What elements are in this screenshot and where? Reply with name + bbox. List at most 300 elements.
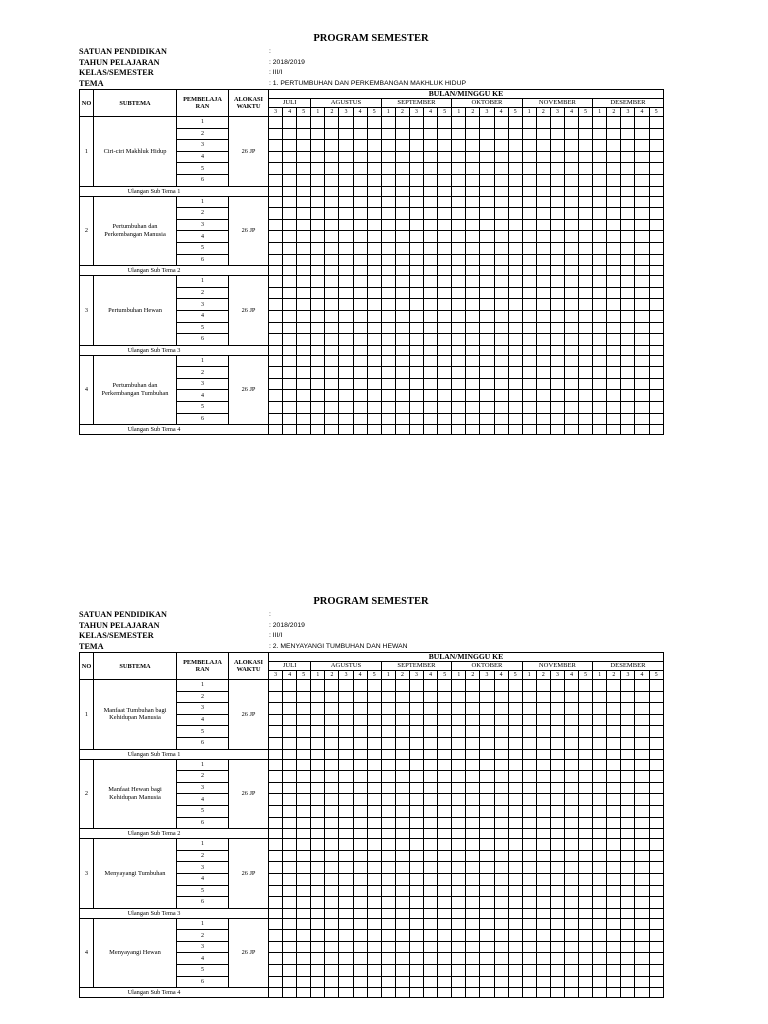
week-cell[interactable] bbox=[607, 976, 621, 988]
week-cell[interactable] bbox=[325, 310, 339, 322]
week-cell[interactable] bbox=[269, 897, 283, 909]
week-cell[interactable] bbox=[480, 782, 494, 794]
week-cell[interactable] bbox=[593, 425, 607, 435]
week-cell[interactable] bbox=[635, 805, 649, 817]
week-cell[interactable] bbox=[409, 988, 423, 998]
week-cell[interactable] bbox=[297, 714, 311, 726]
week-cell[interactable] bbox=[522, 908, 536, 918]
week-cell[interactable] bbox=[381, 930, 395, 942]
week-cell[interactable] bbox=[339, 254, 353, 266]
week-cell[interactable] bbox=[297, 771, 311, 783]
week-cell[interactable] bbox=[311, 680, 325, 692]
week-cell[interactable] bbox=[339, 918, 353, 930]
week-cell[interactable] bbox=[579, 140, 593, 152]
week-cell[interactable] bbox=[649, 140, 663, 152]
week-cell[interactable] bbox=[339, 976, 353, 988]
week-cell[interactable] bbox=[283, 839, 297, 851]
week-cell[interactable] bbox=[409, 976, 423, 988]
week-cell[interactable] bbox=[269, 208, 283, 220]
week-cell[interactable] bbox=[297, 918, 311, 930]
week-cell[interactable] bbox=[536, 299, 550, 311]
week-cell[interactable] bbox=[297, 873, 311, 885]
week-cell[interactable] bbox=[649, 219, 663, 231]
week-cell[interactable] bbox=[325, 782, 339, 794]
week-cell[interactable] bbox=[550, 737, 564, 749]
week-cell[interactable] bbox=[452, 345, 466, 355]
week-cell[interactable] bbox=[269, 163, 283, 175]
week-cell[interactable] bbox=[522, 839, 536, 851]
week-cell[interactable] bbox=[579, 703, 593, 715]
week-cell[interactable] bbox=[283, 345, 297, 355]
week-cell[interactable] bbox=[466, 829, 480, 839]
week-cell[interactable] bbox=[564, 276, 578, 288]
week-cell[interactable] bbox=[621, 691, 635, 703]
week-cell[interactable] bbox=[381, 322, 395, 334]
week-cell[interactable] bbox=[593, 266, 607, 276]
week-cell[interactable] bbox=[409, 873, 423, 885]
week-cell[interactable] bbox=[593, 850, 607, 862]
week-cell[interactable] bbox=[381, 254, 395, 266]
week-cell[interactable] bbox=[395, 829, 409, 839]
week-cell[interactable] bbox=[635, 140, 649, 152]
week-cell[interactable] bbox=[621, 749, 635, 759]
week-cell[interactable] bbox=[564, 367, 578, 379]
week-cell[interactable] bbox=[438, 759, 452, 771]
week-cell[interactable] bbox=[269, 196, 283, 208]
week-cell[interactable] bbox=[579, 988, 593, 998]
week-cell[interactable] bbox=[536, 355, 550, 367]
week-cell[interactable] bbox=[353, 128, 367, 140]
week-cell[interactable] bbox=[564, 850, 578, 862]
week-cell[interactable] bbox=[297, 186, 311, 196]
week-cell[interactable] bbox=[269, 839, 283, 851]
week-cell[interactable] bbox=[508, 817, 522, 829]
week-cell[interactable] bbox=[480, 322, 494, 334]
week-cell[interactable] bbox=[409, 862, 423, 874]
week-cell[interactable] bbox=[536, 186, 550, 196]
week-cell[interactable] bbox=[466, 918, 480, 930]
week-cell[interactable] bbox=[536, 334, 550, 346]
week-cell[interactable] bbox=[466, 117, 480, 129]
week-cell[interactable] bbox=[480, 749, 494, 759]
week-cell[interactable] bbox=[283, 322, 297, 334]
week-cell[interactable] bbox=[311, 759, 325, 771]
week-cell[interactable] bbox=[593, 140, 607, 152]
week-cell[interactable] bbox=[438, 186, 452, 196]
week-cell[interactable] bbox=[466, 334, 480, 346]
week-cell[interactable] bbox=[381, 334, 395, 346]
week-cell[interactable] bbox=[466, 196, 480, 208]
week-cell[interactable] bbox=[381, 186, 395, 196]
week-cell[interactable] bbox=[579, 402, 593, 414]
week-cell[interactable] bbox=[381, 231, 395, 243]
week-cell[interactable] bbox=[607, 140, 621, 152]
week-cell[interactable] bbox=[607, 219, 621, 231]
week-cell[interactable] bbox=[325, 140, 339, 152]
week-cell[interactable] bbox=[649, 231, 663, 243]
week-cell[interactable] bbox=[381, 140, 395, 152]
week-cell[interactable] bbox=[269, 930, 283, 942]
week-cell[interactable] bbox=[649, 873, 663, 885]
week-cell[interactable] bbox=[550, 355, 564, 367]
week-cell[interactable] bbox=[550, 163, 564, 175]
week-cell[interactable] bbox=[579, 691, 593, 703]
week-cell[interactable] bbox=[452, 714, 466, 726]
week-cell[interactable] bbox=[353, 322, 367, 334]
week-cell[interactable] bbox=[621, 759, 635, 771]
week-cell[interactable] bbox=[621, 355, 635, 367]
week-cell[interactable] bbox=[367, 976, 381, 988]
week-cell[interactable] bbox=[367, 276, 381, 288]
week-cell[interactable] bbox=[424, 402, 438, 414]
week-cell[interactable] bbox=[550, 140, 564, 152]
week-cell[interactable] bbox=[381, 378, 395, 390]
week-cell[interactable] bbox=[452, 208, 466, 220]
week-cell[interactable] bbox=[480, 219, 494, 231]
week-cell[interactable] bbox=[339, 771, 353, 783]
week-cell[interactable] bbox=[593, 299, 607, 311]
week-cell[interactable] bbox=[579, 287, 593, 299]
week-cell[interactable] bbox=[593, 219, 607, 231]
week-cell[interactable] bbox=[353, 140, 367, 152]
week-cell[interactable] bbox=[579, 219, 593, 231]
week-cell[interactable] bbox=[607, 276, 621, 288]
week-cell[interactable] bbox=[508, 219, 522, 231]
week-cell[interactable] bbox=[367, 345, 381, 355]
week-cell[interactable] bbox=[649, 805, 663, 817]
week-cell[interactable] bbox=[564, 299, 578, 311]
week-cell[interactable] bbox=[325, 759, 339, 771]
week-cell[interactable] bbox=[579, 208, 593, 220]
week-cell[interactable] bbox=[438, 749, 452, 759]
week-cell[interactable] bbox=[536, 850, 550, 862]
week-cell[interactable] bbox=[452, 918, 466, 930]
week-cell[interactable] bbox=[409, 276, 423, 288]
week-cell[interactable] bbox=[395, 266, 409, 276]
week-cell[interactable] bbox=[297, 759, 311, 771]
week-cell[interactable] bbox=[452, 737, 466, 749]
week-cell[interactable] bbox=[353, 367, 367, 379]
week-cell[interactable] bbox=[367, 186, 381, 196]
week-cell[interactable] bbox=[564, 287, 578, 299]
week-cell[interactable] bbox=[550, 287, 564, 299]
week-cell[interactable] bbox=[269, 873, 283, 885]
week-cell[interactable] bbox=[607, 965, 621, 977]
week-cell[interactable] bbox=[579, 737, 593, 749]
week-cell[interactable] bbox=[508, 322, 522, 334]
week-cell[interactable] bbox=[353, 310, 367, 322]
week-cell[interactable] bbox=[508, 691, 522, 703]
week-cell[interactable] bbox=[536, 378, 550, 390]
week-cell[interactable] bbox=[325, 299, 339, 311]
week-cell[interactable] bbox=[367, 794, 381, 806]
week-cell[interactable] bbox=[564, 322, 578, 334]
week-cell[interactable] bbox=[438, 117, 452, 129]
week-cell[interactable] bbox=[536, 976, 550, 988]
week-cell[interactable] bbox=[452, 276, 466, 288]
week-cell[interactable] bbox=[480, 850, 494, 862]
week-cell[interactable] bbox=[395, 345, 409, 355]
week-cell[interactable] bbox=[381, 413, 395, 425]
week-cell[interactable] bbox=[536, 749, 550, 759]
week-cell[interactable] bbox=[649, 714, 663, 726]
week-cell[interactable] bbox=[607, 873, 621, 885]
week-cell[interactable] bbox=[297, 266, 311, 276]
week-cell[interactable] bbox=[297, 965, 311, 977]
week-cell[interactable] bbox=[621, 231, 635, 243]
week-cell[interactable] bbox=[522, 231, 536, 243]
week-cell[interactable] bbox=[649, 988, 663, 998]
week-cell[interactable] bbox=[409, 829, 423, 839]
week-cell[interactable] bbox=[395, 287, 409, 299]
week-cell[interactable] bbox=[325, 953, 339, 965]
week-cell[interactable] bbox=[649, 334, 663, 346]
week-cell[interactable] bbox=[649, 941, 663, 953]
week-cell[interactable] bbox=[367, 334, 381, 346]
week-cell[interactable] bbox=[325, 817, 339, 829]
week-cell[interactable] bbox=[339, 885, 353, 897]
week-cell[interactable] bbox=[466, 897, 480, 909]
week-cell[interactable] bbox=[536, 703, 550, 715]
week-cell[interactable] bbox=[283, 402, 297, 414]
week-cell[interactable] bbox=[649, 402, 663, 414]
week-cell[interactable] bbox=[381, 759, 395, 771]
week-cell[interactable] bbox=[550, 941, 564, 953]
week-cell[interactable] bbox=[593, 196, 607, 208]
week-cell[interactable] bbox=[621, 726, 635, 738]
week-cell[interactable] bbox=[438, 918, 452, 930]
week-cell[interactable] bbox=[424, 703, 438, 715]
week-cell[interactable] bbox=[522, 930, 536, 942]
week-cell[interactable] bbox=[607, 425, 621, 435]
week-cell[interactable] bbox=[395, 805, 409, 817]
week-cell[interactable] bbox=[438, 873, 452, 885]
week-cell[interactable] bbox=[536, 128, 550, 140]
week-cell[interactable] bbox=[311, 208, 325, 220]
week-cell[interactable] bbox=[339, 231, 353, 243]
week-cell[interactable] bbox=[452, 378, 466, 390]
week-cell[interactable] bbox=[508, 299, 522, 311]
week-cell[interactable] bbox=[424, 714, 438, 726]
week-cell[interactable] bbox=[424, 817, 438, 829]
week-cell[interactable] bbox=[635, 276, 649, 288]
week-cell[interactable] bbox=[607, 334, 621, 346]
week-cell[interactable] bbox=[480, 953, 494, 965]
week-cell[interactable] bbox=[466, 254, 480, 266]
week-cell[interactable] bbox=[564, 355, 578, 367]
week-cell[interactable] bbox=[593, 749, 607, 759]
week-cell[interactable] bbox=[325, 334, 339, 346]
week-cell[interactable] bbox=[579, 310, 593, 322]
week-cell[interactable] bbox=[649, 208, 663, 220]
week-cell[interactable] bbox=[269, 310, 283, 322]
week-cell[interactable] bbox=[367, 829, 381, 839]
week-cell[interactable] bbox=[297, 794, 311, 806]
week-cell[interactable] bbox=[508, 771, 522, 783]
week-cell[interactable] bbox=[593, 965, 607, 977]
week-cell[interactable] bbox=[621, 873, 635, 885]
week-cell[interactable] bbox=[494, 941, 508, 953]
week-cell[interactable] bbox=[381, 794, 395, 806]
week-cell[interactable] bbox=[480, 151, 494, 163]
week-cell[interactable] bbox=[480, 254, 494, 266]
week-cell[interactable] bbox=[283, 817, 297, 829]
week-cell[interactable] bbox=[550, 117, 564, 129]
week-cell[interactable] bbox=[607, 759, 621, 771]
week-cell[interactable] bbox=[536, 714, 550, 726]
week-cell[interactable] bbox=[564, 805, 578, 817]
week-cell[interactable] bbox=[353, 151, 367, 163]
week-cell[interactable] bbox=[649, 965, 663, 977]
week-cell[interactable] bbox=[536, 310, 550, 322]
week-cell[interactable] bbox=[353, 965, 367, 977]
week-cell[interactable] bbox=[325, 413, 339, 425]
week-cell[interactable] bbox=[579, 151, 593, 163]
week-cell[interactable] bbox=[438, 208, 452, 220]
week-cell[interactable] bbox=[635, 402, 649, 414]
week-cell[interactable] bbox=[480, 402, 494, 414]
week-cell[interactable] bbox=[395, 231, 409, 243]
week-cell[interactable] bbox=[438, 817, 452, 829]
week-cell[interactable] bbox=[325, 918, 339, 930]
week-cell[interactable] bbox=[593, 703, 607, 715]
week-cell[interactable] bbox=[536, 953, 550, 965]
week-cell[interactable] bbox=[438, 299, 452, 311]
week-cell[interactable] bbox=[621, 186, 635, 196]
week-cell[interactable] bbox=[381, 941, 395, 953]
week-cell[interactable] bbox=[283, 897, 297, 909]
week-cell[interactable] bbox=[395, 726, 409, 738]
week-cell[interactable] bbox=[297, 703, 311, 715]
week-cell[interactable] bbox=[579, 850, 593, 862]
week-cell[interactable] bbox=[550, 953, 564, 965]
week-cell[interactable] bbox=[635, 794, 649, 806]
week-cell[interactable] bbox=[593, 174, 607, 186]
week-cell[interactable] bbox=[649, 839, 663, 851]
week-cell[interactable] bbox=[621, 367, 635, 379]
week-cell[interactable] bbox=[311, 862, 325, 874]
week-cell[interactable] bbox=[297, 334, 311, 346]
week-cell[interactable] bbox=[649, 726, 663, 738]
week-cell[interactable] bbox=[550, 299, 564, 311]
week-cell[interactable] bbox=[395, 850, 409, 862]
week-cell[interactable] bbox=[339, 151, 353, 163]
week-cell[interactable] bbox=[409, 918, 423, 930]
week-cell[interactable] bbox=[550, 680, 564, 692]
week-cell[interactable] bbox=[424, 425, 438, 435]
week-cell[interactable] bbox=[269, 299, 283, 311]
week-cell[interactable] bbox=[269, 782, 283, 794]
week-cell[interactable] bbox=[395, 930, 409, 942]
week-cell[interactable] bbox=[409, 839, 423, 851]
week-cell[interactable] bbox=[550, 219, 564, 231]
week-cell[interactable] bbox=[522, 794, 536, 806]
week-cell[interactable] bbox=[311, 117, 325, 129]
week-cell[interactable] bbox=[536, 367, 550, 379]
week-cell[interactable] bbox=[579, 805, 593, 817]
week-cell[interactable] bbox=[635, 714, 649, 726]
week-cell[interactable] bbox=[409, 953, 423, 965]
week-cell[interactable] bbox=[283, 378, 297, 390]
week-cell[interactable] bbox=[579, 794, 593, 806]
week-cell[interactable] bbox=[607, 367, 621, 379]
week-cell[interactable] bbox=[325, 425, 339, 435]
week-cell[interactable] bbox=[353, 839, 367, 851]
week-cell[interactable] bbox=[522, 918, 536, 930]
week-cell[interactable] bbox=[466, 988, 480, 998]
week-cell[interactable] bbox=[339, 425, 353, 435]
week-cell[interactable] bbox=[325, 749, 339, 759]
week-cell[interactable] bbox=[480, 128, 494, 140]
week-cell[interactable] bbox=[283, 965, 297, 977]
week-cell[interactable] bbox=[409, 128, 423, 140]
week-cell[interactable] bbox=[579, 782, 593, 794]
week-cell[interactable] bbox=[409, 782, 423, 794]
week-cell[interactable] bbox=[325, 128, 339, 140]
week-cell[interactable] bbox=[367, 117, 381, 129]
week-cell[interactable] bbox=[452, 965, 466, 977]
week-cell[interactable] bbox=[621, 988, 635, 998]
week-cell[interactable] bbox=[339, 953, 353, 965]
week-cell[interactable] bbox=[635, 425, 649, 435]
week-cell[interactable] bbox=[508, 965, 522, 977]
week-cell[interactable] bbox=[635, 231, 649, 243]
week-cell[interactable] bbox=[325, 196, 339, 208]
week-cell[interactable] bbox=[269, 862, 283, 874]
week-cell[interactable] bbox=[339, 873, 353, 885]
week-cell[interactable] bbox=[438, 691, 452, 703]
week-cell[interactable] bbox=[283, 208, 297, 220]
week-cell[interactable] bbox=[494, 310, 508, 322]
week-cell[interactable] bbox=[579, 759, 593, 771]
week-cell[interactable] bbox=[536, 782, 550, 794]
week-cell[interactable] bbox=[621, 322, 635, 334]
week-cell[interactable] bbox=[297, 355, 311, 367]
week-cell[interactable] bbox=[381, 174, 395, 186]
week-cell[interactable] bbox=[283, 873, 297, 885]
week-cell[interactable] bbox=[424, 726, 438, 738]
week-cell[interactable] bbox=[438, 680, 452, 692]
week-cell[interactable] bbox=[508, 885, 522, 897]
week-cell[interactable] bbox=[494, 231, 508, 243]
week-cell[interactable] bbox=[269, 850, 283, 862]
week-cell[interactable] bbox=[424, 378, 438, 390]
week-cell[interactable] bbox=[649, 794, 663, 806]
week-cell[interactable] bbox=[550, 128, 564, 140]
week-cell[interactable] bbox=[508, 186, 522, 196]
week-cell[interactable] bbox=[409, 231, 423, 243]
week-cell[interactable] bbox=[339, 714, 353, 726]
week-cell[interactable] bbox=[508, 367, 522, 379]
week-cell[interactable] bbox=[325, 208, 339, 220]
week-cell[interactable] bbox=[297, 390, 311, 402]
week-cell[interactable] bbox=[297, 174, 311, 186]
week-cell[interactable] bbox=[269, 242, 283, 254]
week-cell[interactable] bbox=[269, 908, 283, 918]
week-cell[interactable] bbox=[494, 714, 508, 726]
week-cell[interactable] bbox=[607, 817, 621, 829]
week-cell[interactable] bbox=[269, 425, 283, 435]
week-cell[interactable] bbox=[480, 174, 494, 186]
week-cell[interactable] bbox=[381, 219, 395, 231]
week-cell[interactable] bbox=[409, 714, 423, 726]
week-cell[interactable] bbox=[424, 988, 438, 998]
week-cell[interactable] bbox=[367, 367, 381, 379]
week-cell[interactable] bbox=[283, 691, 297, 703]
week-cell[interactable] bbox=[593, 163, 607, 175]
week-cell[interactable] bbox=[593, 186, 607, 196]
week-cell[interactable] bbox=[550, 726, 564, 738]
